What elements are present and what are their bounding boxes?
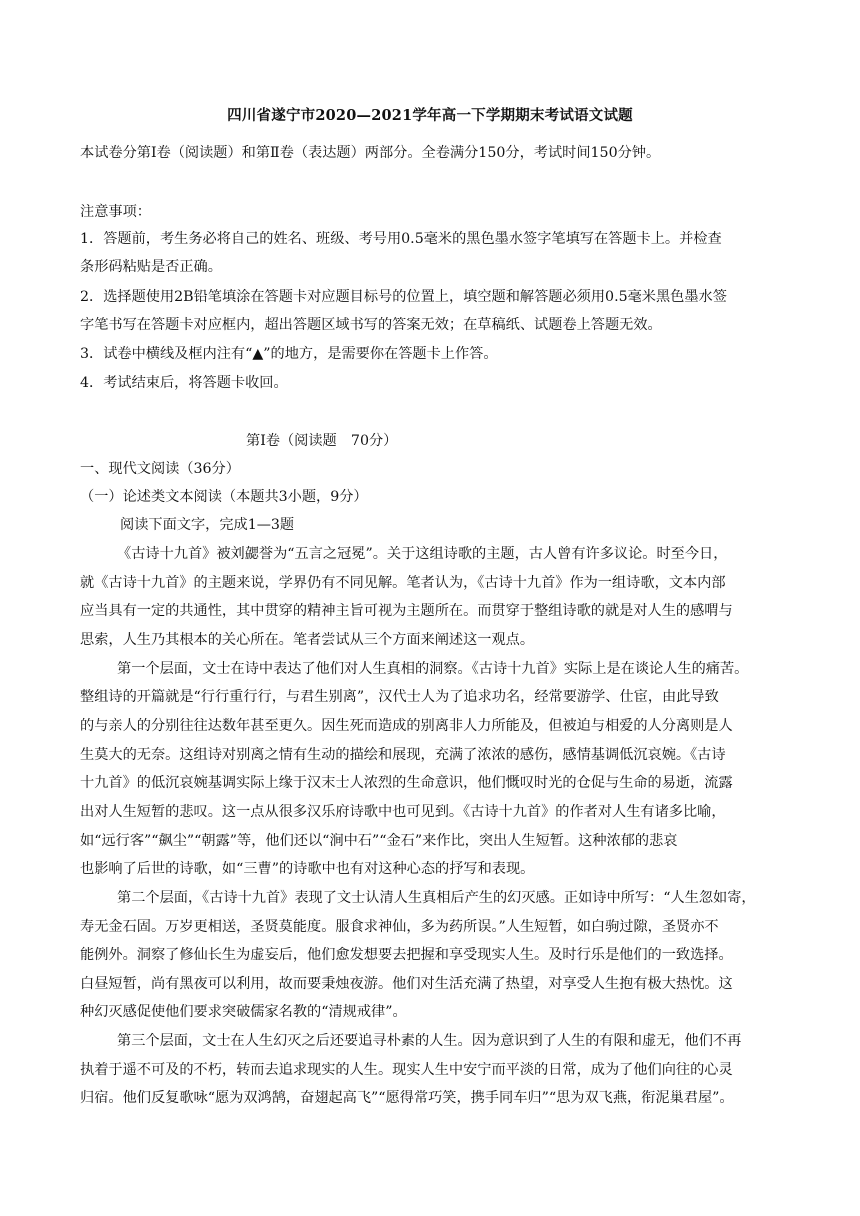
page-title: 四川省遂宁市2020—2021学年高一下学期期末考试语文试题 bbox=[227, 107, 633, 124]
paragraph-line: 执着于遥不可及的不朽，转而去追求现实的人生。现实人生中安宁而平淡的日常，成为了他们向往的心灵 bbox=[80, 1062, 733, 1078]
paragraph-line: 如“远行客”“飙尘”“朝露”等，他们还以“涧中石”“金石”来作比，突出人生短暂。这种浓郁的悲哀 bbox=[80, 833, 678, 849]
paragraph-line: 能例外。洞察了修仙长生为虚妄后，他们愈发想要去把握和享受现实人生。及时行乐是他们的一致选择。 bbox=[80, 947, 733, 963]
paragraph-line: 生莫大的无奈。这组诗对别离之情有生动的描绘和展现，充满了浓浓的感伤，感情基调低沉哀婉。《古诗 bbox=[80, 747, 726, 763]
intro-text: 本试卷分第Ⅰ卷（阅读题）和第Ⅱ卷（表达题）两部分。全卷满分150分，考试时间150分钟。 bbox=[80, 145, 661, 161]
part-heading: 一、现代文阅读（36分） bbox=[80, 461, 240, 477]
paragraph-line: 第二个层面，《古诗十九首》表现了文士认清人生真相后产生的幻灭感。正如诗中所写：“人生忽如寄， bbox=[117, 890, 756, 906]
paragraph-line: 思索，人生乃其根本的关心所在。笔者尝试从三个方面来阐述这一观点。 bbox=[80, 632, 535, 648]
paragraph-line: 出对人生短暂的悲叹。这一点从很多汉乐府诗歌中也可见到。《古诗十九首》的作者对人生有诸多比喻， bbox=[80, 804, 726, 820]
paragraph-line: 归宿。他们反复歌咏“愿为双鸿鹄，奋翅起高飞”“愿得常巧笑，携手同车归”“思为双飞燕，衔泥巢君屋”。 bbox=[80, 1090, 734, 1106]
paragraph-line: 也影响了后世的诗歌，如“三曹”的诗歌中也有对这种心态的抒写和表现。 bbox=[80, 861, 535, 877]
paragraph-line: 应当具有一定的共通性，其中贯穿的精神主旨可视为主题所在。而贯穿于整组诗歌的就是对人生的感喟与 bbox=[80, 603, 733, 619]
paragraph-line: 寿无金石固。万岁更相送，圣贤莫能度。服食求神仙，多为药所误。”人生短暂，如白驹过隙，圣贤亦不 bbox=[80, 919, 719, 935]
notice-line: 条形码粘贴是否正确。 bbox=[80, 259, 222, 275]
paragraph-line: 第一个层面，文士在诗中表达了他们对人生真相的洞察。《古诗十九首》实际上是在谈论人生的痛苦。 bbox=[117, 661, 749, 677]
paragraph-line: 《古诗十九首》被刘勰誉为“五言之冠冕”。关于这组诗歌的主题，古人曾有许多议论。时至今日， bbox=[117, 546, 728, 562]
subpart-heading: （一）论述类文本阅读（本题共3小题，9分） bbox=[80, 489, 368, 505]
paragraph-line: 就《古诗十九首》的主题来说，学界仍有不同见解。笔者认为，《古诗十九首》作为一组诗歌，文本内部 bbox=[80, 575, 726, 591]
paragraph-line: 的与亲人的分别往往达数年甚至更久。因生死而造成的别离非人力所能及，但被迫与相爱的人分离则是人 bbox=[80, 718, 733, 734]
paragraph-line: 十九首》的低沉哀婉基调实际上缘于汉末士人浓烈的生命意识，他们慨叹时光的仓促与生命的易逝，流露 bbox=[80, 775, 733, 791]
notice-line: 字笔书写在答题卡对应框内，超出答题区域书写的答案无效；在草稿纸、试题卷上答题无效。 bbox=[80, 317, 662, 333]
paragraph-line: 第三个层面，文士在人生幻灭之后还要追寻朴素的人生。因为意识到了人生的有限和虚无，他们不再 bbox=[117, 1033, 742, 1049]
section-title: 第Ⅰ卷（阅读题 70分） bbox=[246, 433, 398, 449]
notice-heading: 注意事项： bbox=[80, 204, 151, 220]
notice-line: 3．试卷中横线及框内注有“▲”的地方，是需要你在答题卡上作答。 bbox=[80, 346, 498, 362]
reading-instruction: 阅读下面文字，完成1—3题 bbox=[120, 517, 295, 533]
notice-line: 4．考试结束后，将答题卡收回。 bbox=[80, 375, 288, 391]
notice-line: 1．答题前，考生务必将自己的姓名、班级、考号用0.5毫米的黑色墨水签字笔填写在答题卡上。并检查 bbox=[80, 231, 722, 247]
paragraph-line: 种幻灭感促使他们要求突破儒家名教的“清规戒律”。 bbox=[80, 1004, 407, 1020]
paragraph-line: 整组诗的开篇就是“行行重行行，与君生别离”，汉代士人为了追求功名，经常要游学、仕宦，由此导致 bbox=[80, 689, 719, 705]
notice-line: 2．选择题使用2B铅笔填涂在答题卡对应题目标号的位置上，填空题和解答题必须用0.5毫米黑色墨水签 bbox=[80, 289, 727, 305]
paragraph-line: 白昼短暂，尚有黑夜可以利用，故而要秉烛夜游。他们对生活充满了热望，对享受人生抱有极大热忱。这 bbox=[80, 976, 733, 992]
